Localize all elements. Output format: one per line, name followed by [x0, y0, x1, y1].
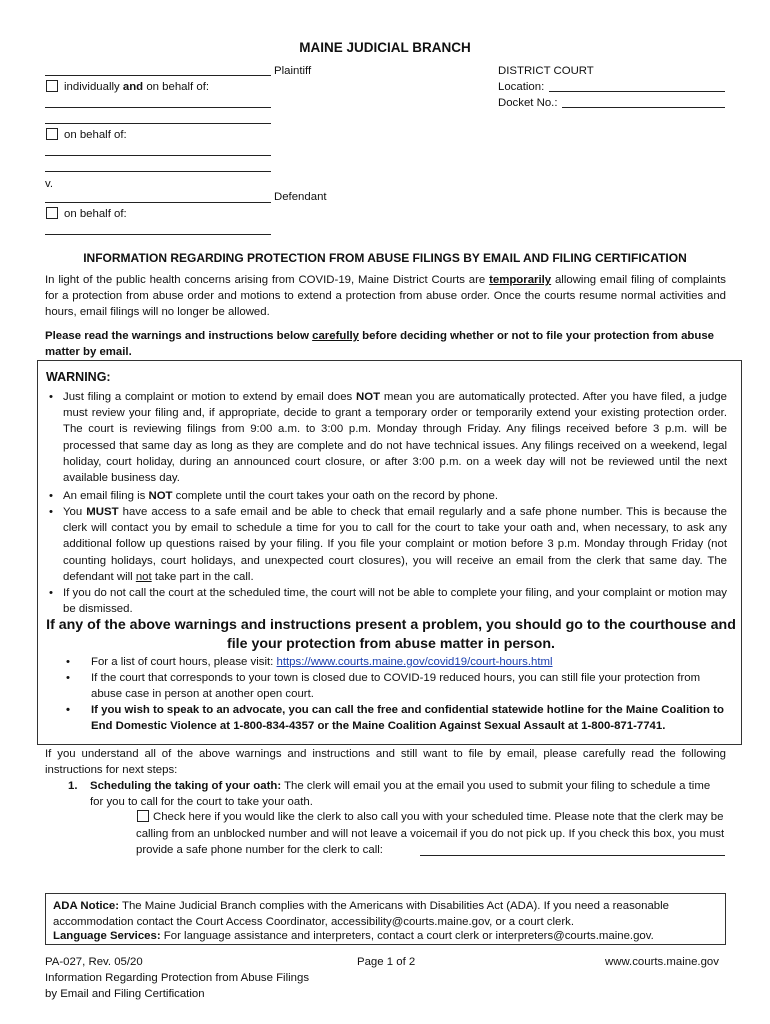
step-number: 1.	[68, 780, 78, 792]
versus-label: v.	[45, 178, 54, 190]
on-behalf-label-1: on behalf of:	[64, 129, 127, 141]
behalf-line-1[interactable]	[45, 107, 271, 108]
docket-label: Docket No.:	[498, 97, 558, 109]
page-number: Page 1 of 2	[357, 956, 416, 968]
location-field[interactable]	[549, 91, 725, 92]
bullet-icon: •	[66, 656, 70, 668]
instructions-intro: If you understand all of the above warnings and instructions and still want to file by email, please carefully read the following instructions for next steps:	[45, 748, 726, 776]
location-label: Location:	[498, 81, 545, 93]
ada-notice: ADA Notice: The Maine Judicial Branch complies with the Americans with Disabilities Act (ADA). If you need a reasonable accommodation contact the Court Access Coordinator, accessibility@courts.maine.gov, or a court clerk.	[53, 900, 669, 928]
defendant-name-line[interactable]	[45, 202, 271, 203]
language-services: Language Services: For language assistance and interpreters, contact a court clerk or interpreters@courts.maine.gov.	[53, 930, 654, 942]
intro-paragraph: In light of the public health concerns arising from COVID-19, Maine District Courts are temporarily allowing email filing of complaints for a protection from abuse order and motions to extend a protection from abuse order. Once the courts resume normal activities and hours, email filings will no longer be allowed.	[45, 274, 726, 318]
court-hours-item: • For a list of court hours, please visit: https://www.courts.maine.gov/covid19/court-hours.html	[66, 656, 553, 668]
warning-bullet-1: • Just filing a complaint or motion to extend by email does NOT mean you are automatically protected. After you have filed, a judge must review your filing and, if appropriate, decide to grant a temporary order or temporarily extend your existing protection order. The court is reviewing filings from 9:00 a.m. to 3:00 p.m. Monday through Friday. Any filings received before 3 p.m. will be processed that same day as long as they are complete and do not have technical issues. Any filings received on a weekend, legal holiday, court holiday, during an announced court closure, or after 3:00 p.m. on a week day will not be reviewed until the next available business day.	[49, 391, 727, 485]
bullet-icon: •	[66, 672, 70, 684]
docket-field[interactable]	[562, 107, 725, 108]
individually-checkbox[interactable]	[46, 80, 58, 92]
warning-title: WARNING:	[46, 370, 111, 384]
behalf-line-3[interactable]	[45, 155, 271, 156]
on-behalf-label-2: on behalf of:	[64, 208, 127, 220]
website: www.courts.maine.gov	[605, 956, 719, 968]
plaintiff-label: Plaintiff	[274, 65, 312, 77]
court-name: DISTRICT COURT	[498, 65, 594, 77]
on-behalf-checkbox-2[interactable]	[46, 207, 58, 219]
page-title: MAINE JUDICIAL BRANCH	[299, 40, 471, 55]
behalf-line-4[interactable]	[45, 171, 271, 172]
behalf-line-2[interactable]	[45, 123, 271, 124]
court-hours-link[interactable]: https://www.courts.maine.gov/covid19/court-hours.html	[276, 656, 553, 668]
call-me-text: Check here if you would like the clerk to also call you with your scheduled time. Please note that the clerk may be calling from an unblocked number and will not leave a voicemail if you do not pick up. If you check this box, you must provide a safe phone number for the clerk to call:	[136, 811, 725, 856]
reduced-hours-item: • If the court that corresponds to your town is closed due to COVID-19 reduced hours, you can still file your protection from abuse case in person at another open court.	[66, 672, 701, 700]
section-heading: INFORMATION REGARDING PROTECTION FROM ABUSE FILINGS BY EMAIL AND FILING CERTIFICATION	[83, 251, 687, 265]
advocate-hotline-item: • If you wish to speak to an advocate, you can call the free and confidential statewide hotline for the Maine Coalition to End Domestic Violence at 1-800-834-4357 or the Maine Coalition Against Sexual Assault at 1-800-871-7741.	[66, 704, 724, 732]
warning-bullet-2: • An email filing is NOT complete until the court takes your oath on the record by phone.	[49, 488, 727, 504]
read-carefully-paragraph: Please read the warnings and instructions below carefully before deciding whether or not to file your protection from abuse matter by email.	[45, 330, 715, 358]
bullet-icon: •	[49, 587, 53, 599]
behalf-line-5[interactable]	[45, 234, 271, 235]
safe-phone-field[interactable]	[420, 855, 725, 856]
form-number: PA-027, Rev. 05/20	[45, 956, 143, 968]
form-id	[45, 954, 309, 1002]
ada-notice-box	[45, 893, 726, 945]
bullet-icon: •	[66, 704, 70, 716]
on-behalf-checkbox-1[interactable]	[46, 128, 58, 140]
warning-bullet-4: • If you do not call the court at the scheduled time, the court will not be able to complete your filing, and your complaint or motion may be dismissed.	[49, 587, 727, 616]
bullet-icon: •	[49, 391, 53, 403]
individually-label: individually and on behalf of:	[64, 81, 210, 93]
form-title-line: Information Regarding Protection from Abuse Filings	[45, 972, 310, 984]
form-title-line: by Email and Filing Certification	[45, 988, 205, 1000]
in-person-warning: If any of the above warnings and instructions present a problem, you should go to the courthouse and file your protection from abuse matter in person.	[46, 617, 736, 652]
warning-box	[37, 360, 742, 745]
warning-bullet-3: • You MUST have access to a safe email and be able to check that email regularly and a safe phone number. This is because the clerk will contact you by email to schedule a time for you to call for the court to take your oath and, when necessary, to ask any additional follow up questions raised by your filing. If you file your complaint or motion before 3 p.m. Monday through Friday (not counting holidays, court holidays, and unexpected court closures), you will receive an email from the clerk that same day. The defendant will not take part in the call.	[49, 506, 728, 583]
defendant-label: Defendant	[274, 191, 327, 203]
bullet-icon: •	[49, 506, 53, 518]
plaintiff-name-line[interactable]	[45, 75, 271, 76]
bullet-icon: •	[49, 490, 53, 502]
step-1-text: Scheduling the taking of your oath: The clerk will email you at the email you used to submit your filing to schedule a time for you to call for the court to take your oath.	[90, 780, 711, 808]
